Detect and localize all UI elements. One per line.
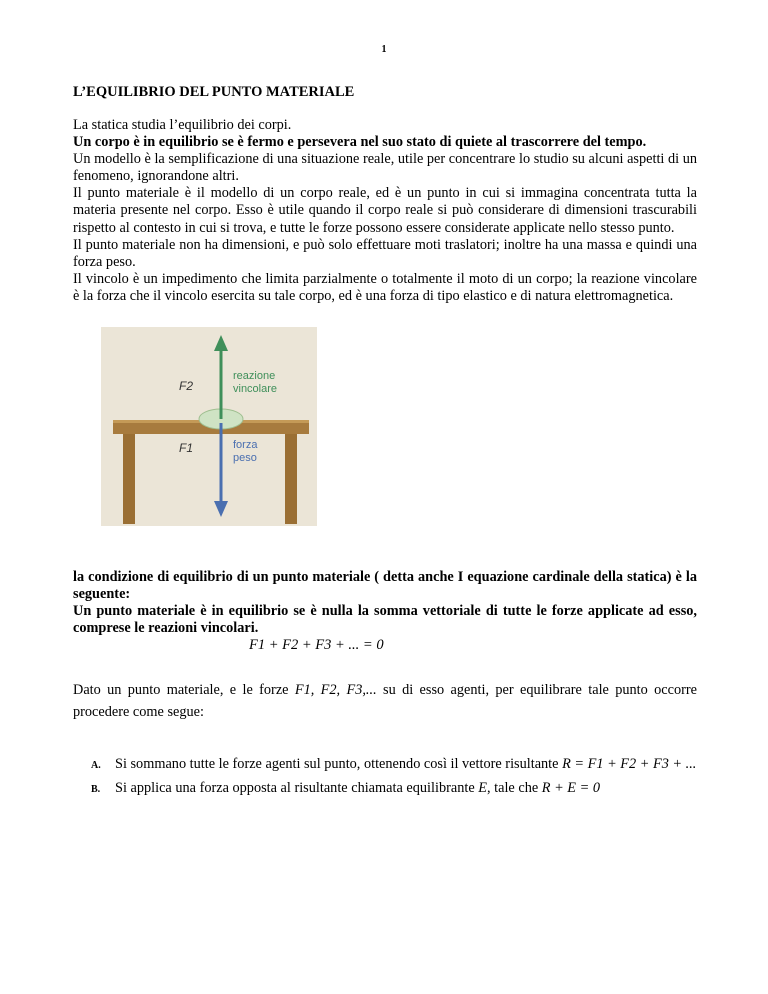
condition-line1: la condizione di equilibrio di un punto materiale ( detta anche I equazione cardinale della statica) è la seguente: [73,569,697,603]
paragraph-bold: Un corpo è in equilibrio se è fermo e persevera nel suo stato di quiete al trascorrere del tempo. [73,134,647,151]
f1-label: F1 [179,441,194,456]
intro-text [73,117,697,305]
weight-label-line2: peso [233,452,257,465]
document-content [73,84,697,801]
step-a-math: R = F1 + F2 + F3 + ... [562,756,697,773]
table-forces-figure [101,327,317,526]
dato-after: su di esso agenti, per equilibrare tale punto occorre procedere come segue: [73,682,697,721]
figure-illustration [101,327,317,526]
step-text [115,753,697,777]
step-b-text2: , tale che [486,780,539,797]
page-number: 1 [381,44,387,55]
reaction-label-line2: vincolare [233,383,278,396]
procedure-steps [91,753,697,801]
equilibrium-condition [73,569,697,637]
paragraph: Il punto materiale non ha dimensioni, e può solo effettuare moti traslatori; inoltre ha una massa e quindi una forza peso. [73,236,697,270]
paragraph: Il punto materiale è il modello di un corpo reale, ed è un punto in cui si immagina concentrata tutta la materia presente nel corpo. Esso è utile quando il corpo reale si può considerare di dimensioni trascurabili rispetto al contesto in cui si trova, e tutte le forze possono essere considerate applicate nello stesso punto. [73,185,697,236]
dato-forces: F1, F2, F3,... [294,682,377,699]
reaction-label-line1: reazione [233,370,276,383]
document-title: L’EQUILIBRIO DEL PUNTO MATERIALE [73,84,355,100]
dato-before: Dato un punto materiale, e le forze [73,682,289,699]
step-b-math-e: E [478,780,487,797]
list-item [91,753,697,777]
paragraph: Un modello è la semplificazione di una situazione reale, utile per concentrare lo studio su alcuni aspetti di un fenomeno, ignorandone altri. [73,151,697,185]
table-leg-left [123,434,135,524]
table-leg-right [285,434,297,524]
paragraph: Il vincolo è un impedimento che limita parzialmente o totalmente il moto di un corpo; la reazione vincolare è la forza che il vincolo esercita su tale corpo, ed è una forza di tipo elastico e di natura elettromagnetica. [73,270,697,304]
step-label: B. [91,784,101,796]
step-label: A. [91,760,101,772]
step-b-text: Si applica una forza opposta al risultante chiamata equilibrante [115,780,475,797]
step-text [115,777,697,801]
step-a-text: Si sommano tutte le forze agenti sul punto, ottenendo così il vettore risultante [115,756,559,773]
condition-line2: Un punto materiale è in equilibrio se è nulla la somma vettoriale di tutte le forze applicate ad esso, comprese le reazioni vincolari. [73,603,697,637]
dato-paragraph [73,679,697,723]
equilibrium-equation: F1 + F2 + F3 + ... = 0 [249,637,384,654]
f2-label: F2 [179,379,194,394]
weight-label-line1: forza [233,439,258,452]
step-b-math: R + E = 0 [541,780,600,797]
paragraph: La statica studia l’equilibrio dei corpi. [73,117,292,133]
list-item [91,777,697,801]
